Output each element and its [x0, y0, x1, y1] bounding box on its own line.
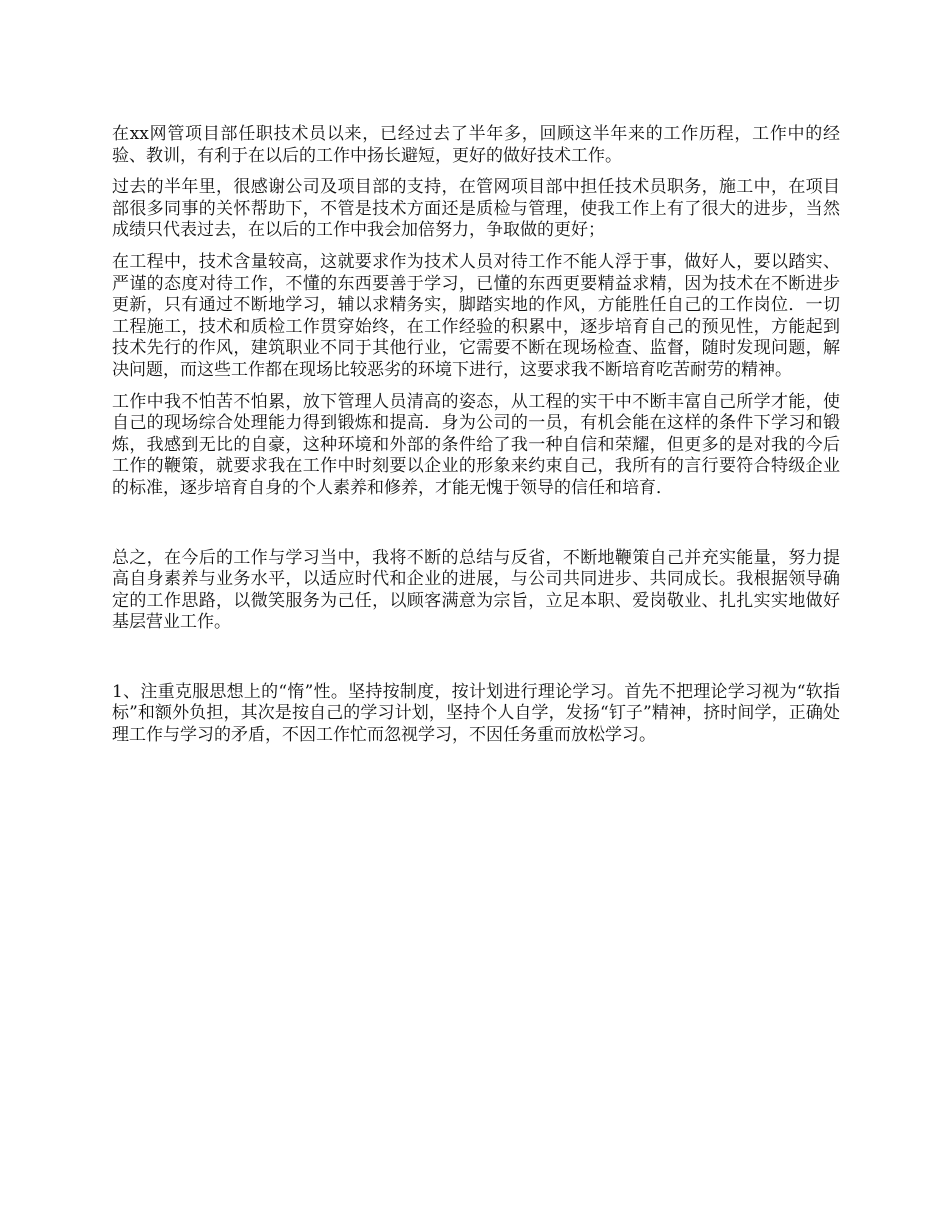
- paragraph-intro: 在xx网管项目部任职技术员以来，已经过去了半年多，回顾这半年来的工作历程，工作中的经验、教训，有利于在以后的工作中扬长避短，更好的做好技术工作。: [112, 124, 840, 166]
- paragraph-study-item-1: 1、注重克服思想上的“惰”性。坚持按制度，按计划进行理论学习。首先不把理论学习视为“软指标”和额外负担，其次是按自己的学习计划，坚持个人自学，发扬“钉子”精神，挤时间学，正确处理工作与学习的矛盾，不因工作忙而忽视学习，不因任务重而放松学习。: [112, 681, 840, 746]
- paragraph-technical-work: 在工程中，技术含量较高，这就要求作为技术人员对待工作不能人浮于事，做好人，要以踏实、严谨的态度对待工作，不懂的东西要善于学习，已懂的东西更要精益求精，因为技术在不断进步更新，只有通过不断地学习，辅以求精务实，脚踏实地的作风，方能胜任自己的工作岗位．一切工程施工，技术和质检工作贯穿始终，在工作经验的积累中，逐步培育自己的预见性，方能起到技术先行的作风，建筑职业不同于其他行业，它需要不断在现场检查、监督，随时发现问题，解决问题，而这些工作都在现场比较恶劣的环境下进行，这要求我不断培育吃苦耐劳的精神。: [112, 251, 840, 380]
- paragraph-conclusion: 总之，在今后的工作与学习当中，我将不断的总结与反省，不断地鞭策自己并充实能量，努力提高自身素养与业务水平，以适应时代和企业的进展，与公司共同进步、共同成长。我根据领导确定的工作思路，以微笑服务为己任，以顾客满意为宗旨，立足本职、爱岗敬业、扎扎实实地做好基层营业工作。: [112, 547, 840, 633]
- paragraph-past-half-year: 过去的半年里，很感谢公司及项目部的支持，在管网项目部中担任技术员职务，施工中，在项目部很多同事的关怀帮助下，不管是技术方面还是质检与管理，使我工作上有了很大的进步，当然成绩只代表过去，在以后的工作中我会加倍努力，争取做的更好；: [112, 177, 840, 241]
- document-body: [112, 124, 840, 757]
- paragraph-hard-work: 工作中我不怕苦不怕累，放下管理人员清高的姿态，从工程的实干中不断丰富自己所学才能，使自己的现场综合处理能力得到锻炼和提高．身为公司的一员，有机会能在这样的条件下学习和锻炼，我感到无比的自豪，这种环境和外部的条件给了我一种自信和荣耀，但更多的是对我的今后工作的鞭策，就要求我在工作中时刻要以企业的形象来约束自己，我所有的言行要符合特级企业的标准，逐步培育自身的个人素养和修养，才能无愧于领导的信任和培育．: [112, 391, 840, 498]
